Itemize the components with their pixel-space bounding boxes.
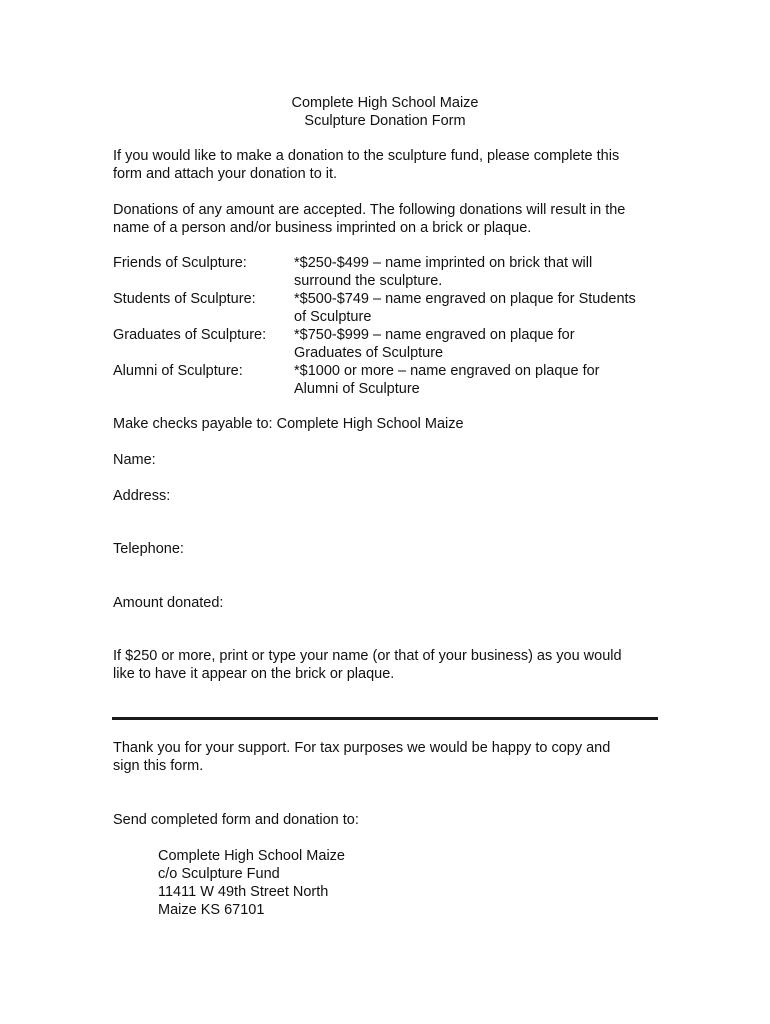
tier-desc-line-2: surround the sculpture. — [294, 273, 443, 289]
tier-desc-line-1: *$750-$999 – name engraved on plaque for — [294, 327, 575, 343]
thanks-line-2: sign this form. — [113, 758, 204, 774]
send-to-label: Send completed form and donation to: — [113, 812, 359, 828]
donations-line-1: Donations of any amount are accepted. The following donations will result in the — [113, 202, 626, 218]
tier-name: Graduates of Sculpture: — [113, 327, 267, 343]
tier-name: Friends of Sculpture: — [113, 255, 247, 271]
tier-desc-line-1: *$500-$749 – name engraved on plaque for Students — [294, 291, 636, 307]
telephone-field-label: Telephone: — [113, 541, 184, 557]
print-note-line-1: If $250 or more, print or type your name (or that of your business) as you would — [113, 648, 622, 664]
tier-name: Alumni of Sculpture: — [113, 363, 243, 379]
donations-line-2: name of a person and/or business imprinted on a brick or plaque. — [113, 220, 532, 236]
thanks-line-1: Thank you for your support. For tax purposes we would be happy to copy and — [113, 740, 611, 756]
name-field-label: Name: — [113, 452, 156, 468]
print-note-line-2: like to have it appear on the brick or plaque. — [113, 666, 395, 682]
address-line-4: Maize KS 67101 — [158, 902, 265, 918]
title-line-2: Sculpture Donation Form — [304, 113, 466, 129]
intro-line-1: If you would like to make a donation to the sculpture fund, please complete this — [113, 148, 620, 164]
tier-desc-line-2: Graduates of Sculpture — [294, 345, 444, 361]
signature-line — [112, 717, 658, 720]
tier-desc-line-2: Alumni of Sculpture — [294, 381, 420, 397]
address-field-label: Address: — [113, 488, 171, 504]
tier-desc-line-1: *$1000 or more – name engraved on plaque for — [294, 363, 600, 379]
amount-field-label: Amount donated: — [113, 595, 224, 611]
tier-desc-line-1: *$250-$499 – name imprinted on brick that will — [294, 255, 593, 271]
address-line-2: c/o Sculpture Fund — [158, 866, 280, 882]
tier-desc-line-2: of Sculpture — [294, 309, 372, 325]
intro-line-2: form and attach your donation to it. — [113, 166, 338, 182]
title-line-1: Complete High School Maize — [291, 95, 479, 111]
payable-note: Make checks payable to: Complete High School Maize — [113, 416, 464, 432]
tier-name: Students of Sculpture: — [113, 291, 256, 307]
address-line-1: Complete High School Maize — [158, 848, 345, 864]
address-line-3: 11411 W 49th Street North — [158, 884, 329, 900]
